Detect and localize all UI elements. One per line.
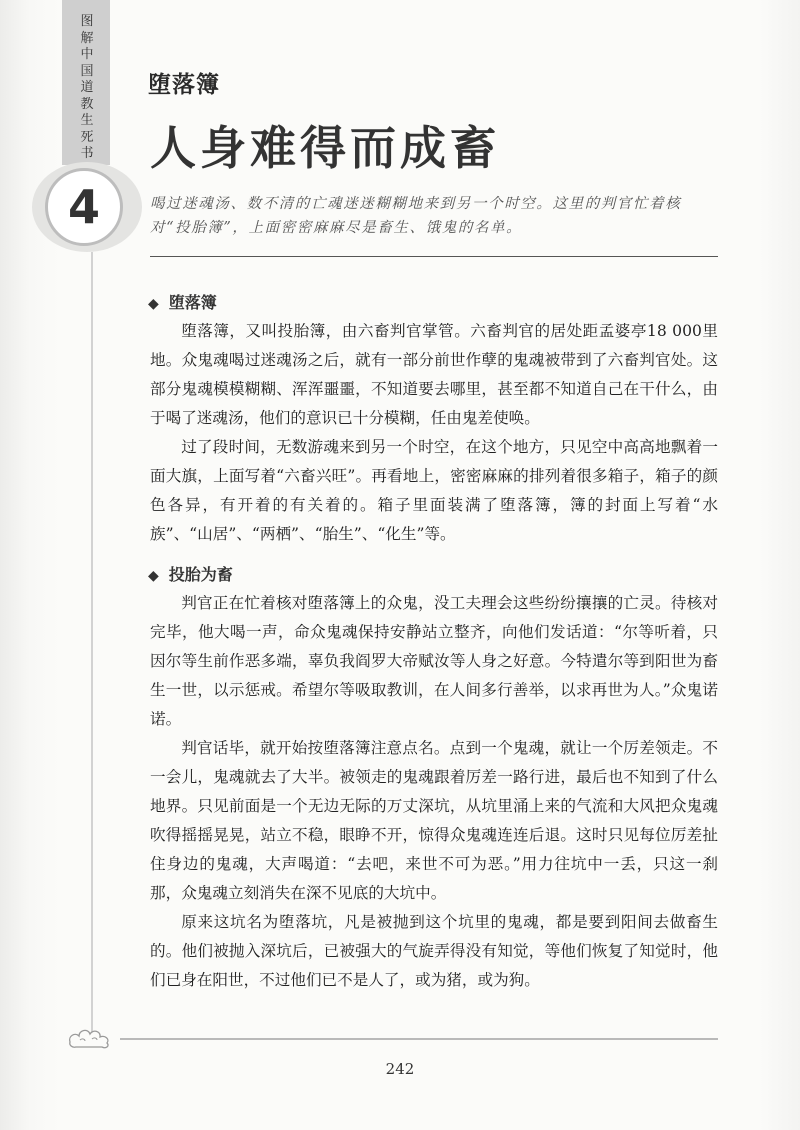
chapter-number: 4 — [67, 180, 100, 234]
paragraph: 堕落簿，又叫投胎簿，由六畜判官掌管。六畜判官的居处距孟婆亭18 000里地。众鬼魂喝过迷魂汤之后，就有一部分前世作孽的鬼魂被带到了六畜判官处。这部分鬼魂模模糊糊、浑浑噩噩，不知道要去哪里，甚至都不知道自己在干什么，由于喝了迷魂汤，他们的意识已十分模糊，任由鬼差使唤。 — [150, 322, 718, 427]
paragraph: 判官话毕，就开始按堕落簿注意点名。点到一个鬼魂，就让一个厉差领走。不一会儿，鬼魂就去了大半。被领走的鬼魂跟着厉差一路行进，最后也不知到了什么地界。只见前面是一个无边无际的万丈深坑，从坑里涌上来的气流和大风把众鬼魂吹得摇摇晃晃，站立不稳，眼睁不开，惊得众鬼魂连连后退。这时只见每位厉差扯住身边的鬼魂，大声喝道：“去吧，来世不可为恶。”用力往坑中一丢，只这一刹那，众鬼魂立刻消失在深不见底的大坑中。 — [150, 739, 718, 902]
book-title: 图解中国道教生死书 — [80, 14, 94, 161]
section-heading — [148, 290, 217, 313]
page-number: 242 — [385, 1060, 415, 1078]
margin-line — [91, 252, 93, 1032]
section-heading-text: 投胎为畜 — [168, 565, 233, 584]
section-heading — [148, 562, 233, 585]
footer-rule — [120, 1038, 718, 1040]
intro-paragraph: 喝过迷魂汤、数不清的亡魂迷迷糊糊地来到另一个时空。这里的判官忙着核对“投胎簿”，上面密密麻麻尽是畜生、饿鬼的名单。 — [150, 196, 682, 236]
section-body — [150, 317, 718, 549]
paragraph: 判官正在忙着核对堕落簿上的众鬼，没工夫理会这些纷纷攘攘的亡灵。待核对完毕，他大喝一声，命众鬼魂保持安静站立整齐，向他们发话道：“尔等听着，只因尔等生前作恶多端，辜负我阎罗大帝赋汝等人身之好意。今特遣尔等到阳世为畜生一世，以示惩戒。希望尔等吸取教训，在人间多行善举，以求再世为人。”众鬼诺诺。 — [150, 594, 718, 728]
section-heading-text: 堕落簿 — [168, 293, 217, 312]
diamond-icon: ◆ — [148, 568, 159, 584]
intro-divider — [150, 256, 718, 257]
chapter-title: 人身难得而成畜 — [150, 121, 500, 175]
section-label: 堕落簿 — [148, 72, 220, 98]
paragraph: 过了段时间，无数游魂来到另一个时空，在这个地方，只见空中高高地飘着一面大旗，上面写着“六畜兴旺”。再看地上，密密麻麻的排列着很多箱子，箱子的颜色各异，有开着的有关着的。箱子里面装满了堕落簿，簿的封面上写着“水族”、“山居”、“两栖”、“胎生”、“化生”等。 — [150, 438, 718, 543]
section-body — [150, 589, 718, 995]
diamond-icon: ◆ — [148, 296, 159, 312]
paragraph: 原来这坑名为堕落坑，凡是被抛到这个坑里的鬼魂，都是要到阳间去做畜生的。他们被抛入深坑后，已被强大的气旋弄得没有知觉，等他们恢复了知觉时，他们已身在阳世，不过他们已不是人了，或为猪，或为狗。 — [150, 913, 718, 989]
cloud-icon — [66, 1022, 116, 1052]
